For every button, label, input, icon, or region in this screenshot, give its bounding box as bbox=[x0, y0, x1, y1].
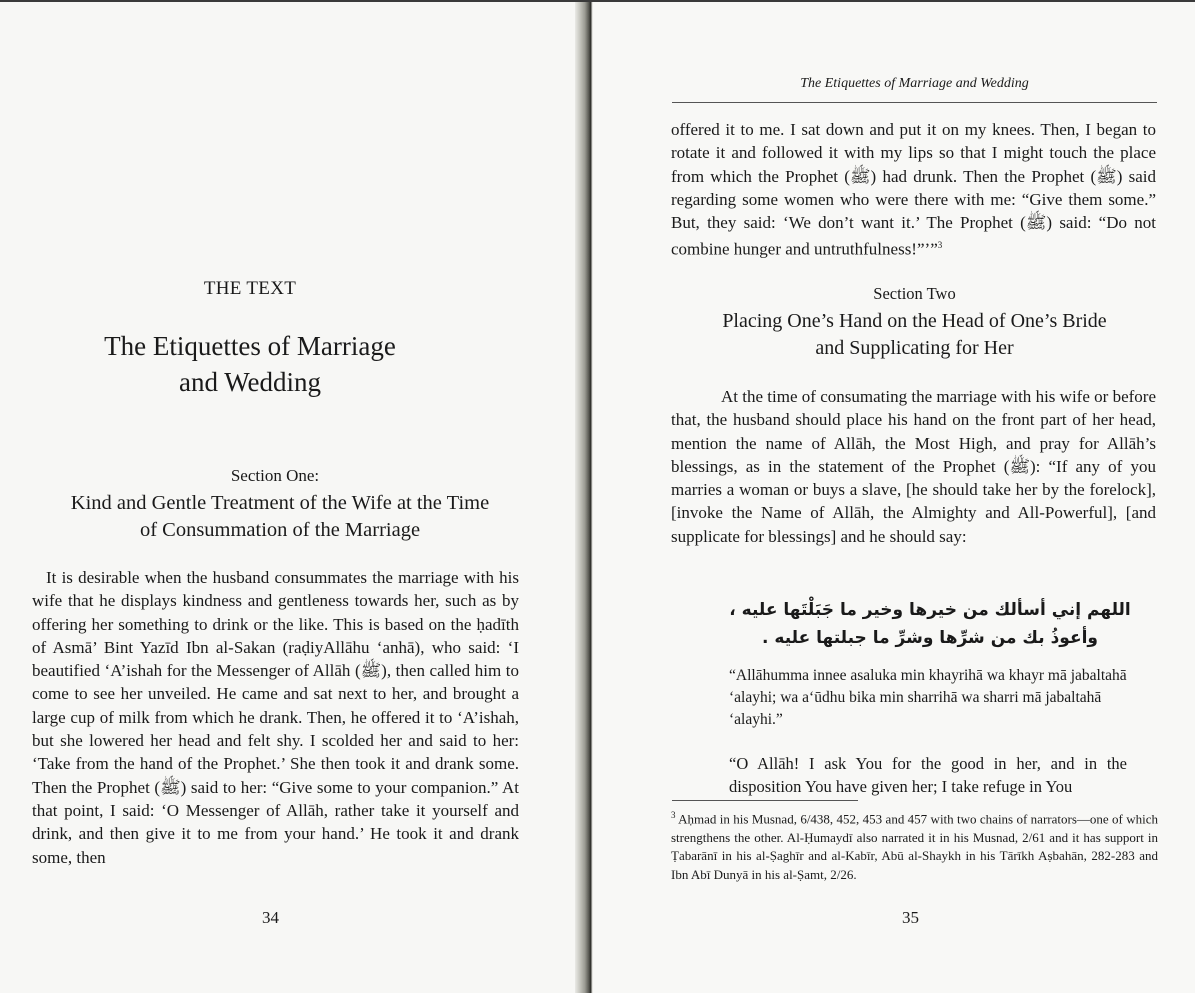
transliteration: “Allāhumma innee asaluka min khayrihā wa khayr mā jabaltahā ‘alayhi; wa a‘ūdhu bika min sharrihā wa sharri mā jabaltahā ‘alayhi.” bbox=[729, 667, 1127, 728]
translation: “O Allāh! I ask You for the good in her, and in the disposition You have given her; I take refuge in You bbox=[729, 754, 1127, 796]
left-page bbox=[0, 0, 578, 993]
section-one-label: Section One: bbox=[230, 466, 320, 485]
section-one-title-line1: Kind and Gentle Treatment of the Wife at the Time bbox=[70, 492, 490, 514]
section-two-label: Section Two bbox=[873, 284, 956, 303]
section-one-title bbox=[30, 490, 530, 544]
section-two-title-line2: and Supplicating for Her bbox=[815, 337, 1014, 359]
body-paragraph: At the time of consumating the marriage with his wife or before that, the husband should place his hand on the front part of her head, mention the name of Allāh, the Most High, and pray for Allāh’s blessings, as in the statement of the Prophet (ﷺ): “If any of you marries a woman or buys a slave, [he should take her by the forelock], [invoke the Name of Allāh, the Almighty and All-Powerful], [and supplicate for blessings] and he should say: bbox=[671, 387, 1156, 546]
continued-paragraph-text: offered it to me. I sat down and put it on my knees. Then, I began to rotate it and followed it with my lips so that I might touch the place from which the Prophet (ﷺ) had drunk. Then the Prophet (ﷺ) said regarding some women who were there with me: “Give them some.” But, they said: ‘We don’t want it.’ The Prophet (ﷺ) said: “Do not combine hunger and untruthfulness!”’ bbox=[671, 120, 1157, 260]
body-paragraph: It is desirable when the husband consummates the marriage with his wife that he displays kindness and gentleness towards her, such as by offering her something to drink or the like. This is based on the ḥadīth of Asmā’ Bint Yazīd Ibn al-Sakan (raḍiyAllāhu ‘anhā), who said: ‘I beautified ‘A’ishah for the Messenger of Allāh (ﷺ), then called him to come to see her unveiled. He came and sat next to her, and brought a large cup of milk from which he drank. Then, he offered it to ‘A’ishah, but she lowered her head and felt shy. I scolded her and said to her: ‘Take from the hand of the Prophet.’ She then took it and drank some. Then the Prophet (ﷺ) said to her: “Give some to your companion.” At that point, I said: ‘O Messenger of Allāh, rather take it yourself and drink, and then give it to me from your hand.’ He took it and drank some, then bbox=[32, 568, 519, 867]
continued-paragraph: offered it to me. I sat down and put it on my knees. Then, I began to rotate it and followed it with my lips so that I might touch the place from which the Prophet (ﷺ) had drunk. Then the Prophet (ﷺ) said regarding some women who were there with me: “Give them some.” But, they said: ‘We don’t want it.’ The Prophet (ﷺ) said: “Do not combine hunger and untruthfulness!”’”$^3$ bbox=[671, 120, 1157, 260]
book-title bbox=[0, 328, 500, 400]
footnote-rule bbox=[672, 800, 858, 801]
footnote-number: 3 bbox=[671, 810, 676, 820]
book-title-line2: and Wedding bbox=[178, 367, 322, 397]
book-spine bbox=[575, 0, 593, 993]
section-two-title-line1: Placing One’s Hand on the Head of One’s Bride bbox=[722, 310, 1107, 332]
footnote bbox=[671, 806, 1158, 884]
section-two-title bbox=[672, 308, 1157, 362]
book-title-line1: The Etiquettes of Marriage bbox=[104, 331, 396, 361]
page-number-right: 35 bbox=[902, 908, 919, 927]
continued-text bbox=[671, 118, 1156, 261]
arabic-supplication bbox=[720, 596, 1140, 652]
footnote-ref: 3 bbox=[937, 240, 943, 251]
header-rule bbox=[672, 102, 1157, 103]
section-two-body bbox=[671, 385, 1156, 548]
section-one-body bbox=[32, 566, 519, 869]
arabic-line1: اللهم إني أسألك من خيرها وخير ما جَبَلْتَها عليه ، bbox=[729, 600, 1131, 620]
part-label: THE TEXT bbox=[203, 278, 297, 299]
section-one-title-line2: of Consummation of the Marriage bbox=[139, 519, 421, 541]
page-number-left: 34 bbox=[262, 908, 279, 927]
running-head: The Etiquettes of Marriage and Wedding bbox=[800, 76, 1029, 91]
top-edge-shadow bbox=[0, 0, 1195, 2]
arabic-line2: وأعوذُ بك من شرِّها وشرِّ ما جبلتها عليه . bbox=[762, 628, 1098, 648]
footnote-text: Aḥmad in his Musnad, 6/438, 452, 453 and 457 with two chains of narrators—one of which strengthens the other. Al-Ḥumaydī also narrated it in his Musnad, 2/61 and it has support in Ṭabarānī in his al-Ṣaghīr and al-Kabīr, Abū al-Shaykh in his Tārīkh Aṣbahān, 282-283 and Ibn Abī Dunyā in his al-Ṣamt, 2/26. bbox=[671, 811, 1158, 882]
